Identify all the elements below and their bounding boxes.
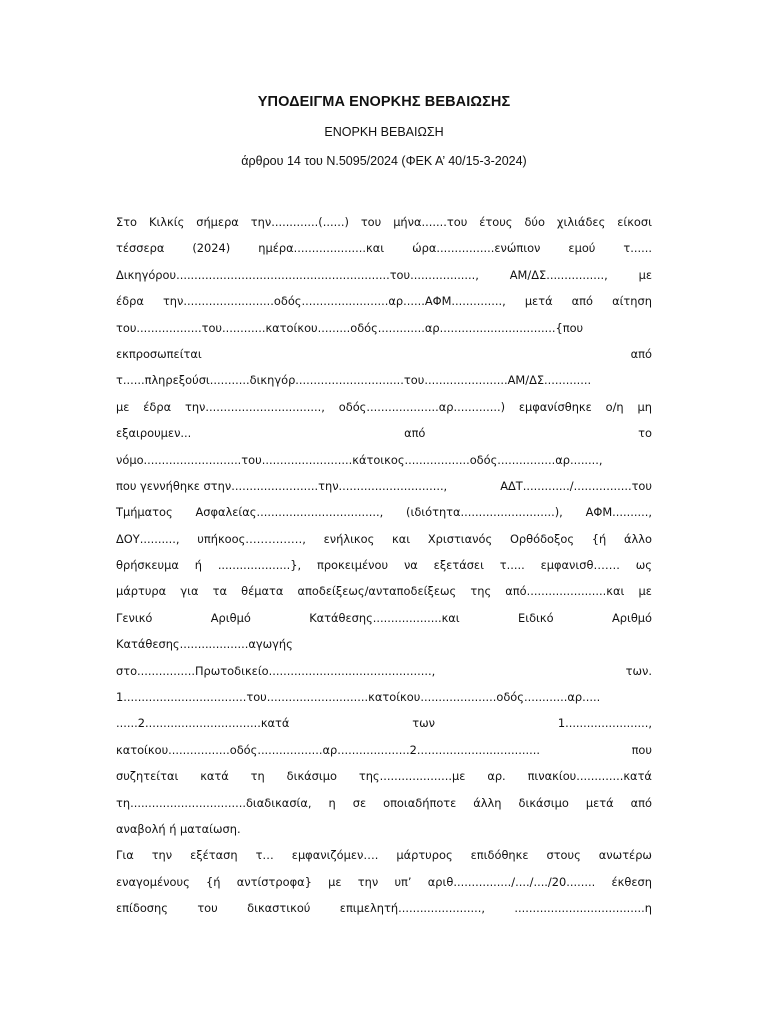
body-word: τ......: [623, 241, 652, 256]
body-word: ....................},: [217, 558, 302, 573]
body-word: ΑΔΤ............./................του: [500, 478, 652, 493]
body-text: του..................του............κατοίκου.........οδός.............αρ................................{που: [116, 320, 584, 335]
body-word: την.........................οδός........................αρ......ΑΦΜ..............,: [162, 294, 506, 309]
body-word: των.: [625, 663, 652, 678]
document-body: [116, 209, 652, 922]
body-word: είκοσι: [617, 215, 652, 229]
body-word: που γεννήθηκε στην........................την.............................,: [116, 478, 448, 493]
body-word: συζητείται: [116, 769, 179, 784]
body-word: την................................,: [184, 399, 325, 414]
body-line: [116, 869, 652, 895]
body-word: δικάσιμο: [518, 795, 569, 810]
body-word: υπ’: [394, 874, 412, 889]
body-word: επιμελητή.......................,: [339, 901, 485, 916]
body-word: επίδοσης: [116, 901, 168, 916]
body-word: Κιλκίς: [148, 215, 185, 229]
body-word: τ.....: [499, 558, 525, 573]
body-line: [116, 209, 652, 235]
body-word: από: [630, 346, 652, 361]
body-word: θέματα: [241, 584, 284, 599]
body-text: νόμο...........................του.........................κάτοικος..................οδός................αρ........,: [116, 452, 603, 467]
body-word: Δικηγόρου...........................................................του..................,: [116, 267, 479, 282]
body-word: με: [638, 267, 652, 282]
body-word: που: [631, 742, 652, 757]
body-word: ή: [194, 558, 202, 573]
document-subtitle: ΕΝΟΡΚΗ ΒΕΒΑΙΩΣΗ: [324, 125, 444, 139]
body-line: [116, 394, 652, 420]
body-word: μάρτυρος: [396, 848, 453, 863]
body-word: τ…: [255, 848, 274, 863]
body-line: [116, 790, 652, 816]
body-line: [116, 447, 652, 473]
body-word: η: [328, 795, 336, 810]
body-word: δικάσιμο: [286, 769, 337, 784]
body-word: εμφανίσθηκε: [518, 399, 592, 414]
body-word: Αριθμό: [210, 610, 251, 625]
body-word: εκπροσωπείται: [116, 346, 202, 361]
body-word: εμού: [568, 241, 596, 256]
body-word: ΑΦΜ..........,: [585, 505, 652, 520]
body-line: [116, 367, 652, 393]
body-word: πινακίου.............κατά: [527, 769, 652, 784]
body-word: με: [328, 874, 342, 889]
body-word: για: [180, 584, 199, 599]
body-word: ως: [635, 558, 652, 573]
body-word: άλλη: [473, 795, 502, 810]
body-word: δικαστικού: [247, 901, 311, 916]
body-line: [116, 605, 652, 631]
body-word: Κατάθεσης...................και: [309, 610, 460, 625]
body-word: στους: [546, 848, 581, 863]
body-word: 1.......................,: [557, 716, 652, 731]
body-line: [116, 315, 652, 341]
body-word: Γενικό: [116, 610, 153, 625]
body-word: εξαιρουμεν...: [116, 426, 192, 441]
body-word: Χριστιανός: [427, 531, 493, 546]
body-word: αρ.: [487, 769, 506, 784]
body-line: [116, 262, 652, 288]
body-word: μάρτυρα: [116, 584, 167, 599]
body-word: σε: [352, 795, 367, 810]
body-word: μη: [637, 399, 652, 414]
body-word: τα: [212, 584, 227, 599]
body-line: [116, 658, 652, 684]
body-word: {ή: [206, 874, 221, 889]
body-word: της: [470, 584, 492, 599]
body-word: κατοίκου.................οδός..................αρ....................2..................................: [116, 742, 541, 757]
body-word: 1..................................του............................κατοίκου.....................οδός............αρ.....: [116, 690, 601, 705]
body-line: [116, 288, 652, 314]
body-word: την.............(......): [250, 215, 349, 229]
body-word: ΔΟΥ..........,: [116, 531, 180, 546]
body-line: [116, 816, 652, 842]
body-word: τη................................διαδικασία,: [116, 795, 312, 810]
body-word: και: [392, 531, 411, 546]
body-word: αποδείξεως/ανταποδείξεως: [297, 584, 457, 599]
body-line: [116, 552, 652, 578]
body-word: από: [571, 294, 593, 309]
body-word: {ή: [591, 531, 607, 546]
body-word: εξετάσει: [433, 558, 484, 573]
body-word: υπήκοος……………,: [197, 531, 306, 546]
body-text: Κατάθεσης...................αγωγής: [116, 637, 293, 652]
body-word: έδρα: [143, 399, 172, 414]
body-word: (ιδιότητα..........................),: [406, 505, 563, 520]
body-line: [116, 737, 652, 763]
body-word: μήνα.......του: [393, 215, 468, 229]
body-word: εναγομένους: [116, 874, 190, 889]
body-line: [116, 631, 652, 657]
body-word: προκειμένου: [316, 558, 389, 573]
body-word: αντίστροφα}: [236, 874, 312, 889]
body-word: μετά: [585, 795, 614, 810]
body-word: Ασφαλείας..................................,: [195, 505, 384, 520]
body-line: [116, 499, 652, 525]
body-word: αίτηση: [612, 294, 652, 309]
body-word: ανωτέρω: [598, 848, 652, 863]
body-word: από: [630, 795, 652, 810]
body-word: έδρα: [116, 294, 144, 309]
body-word: θρήσκευμα: [116, 558, 179, 573]
document-title: ΥΠΟΔΕΙΓΜΑ ΕΝΟΡΚΗΣ ΒΕΒΑΙΩΣΗΣ: [257, 94, 511, 110]
body-word: ημέρα....................και: [258, 241, 385, 256]
body-word: τέσσερα: [116, 241, 165, 256]
body-word: ......2................................κατά: [116, 716, 290, 731]
body-word: αριθ................/..../..../20........: [427, 874, 596, 889]
body-word: ώρα................ενώπιον: [412, 241, 541, 256]
body-word: εμφανισθ…….: [540, 558, 620, 573]
body-word: έκθεση: [611, 874, 652, 889]
body-word: οποιαδήποτε: [383, 795, 457, 810]
body-word: άλλο: [623, 531, 652, 546]
body-word: την: [357, 874, 379, 889]
body-word: ΑΜ/ΔΣ................,: [509, 267, 608, 282]
body-word: το: [638, 426, 652, 441]
body-line: [116, 526, 652, 552]
body-word: με: [116, 399, 130, 414]
body-word: ενήλικος: [323, 531, 375, 546]
body-text: αναβολή ή ματαίωση.: [116, 821, 241, 836]
body-word: χιλιάδες: [556, 215, 606, 229]
body-word: της....................με: [358, 769, 466, 784]
body-word: από......................και: [505, 584, 625, 599]
body-word: στο................Πρωτοδικείο.............................................,: [116, 663, 436, 678]
body-word: Για: [116, 848, 134, 863]
body-word: μετά: [524, 294, 553, 309]
body-word: (2024): [192, 241, 231, 256]
body-line: [116, 684, 652, 710]
body-word: έτους: [479, 215, 513, 229]
body-line: [116, 895, 652, 921]
body-word: οδός....................αρ.............): [338, 399, 506, 414]
body-line: [116, 578, 652, 604]
body-line: [116, 842, 652, 868]
body-line: [116, 763, 652, 789]
body-word: τη: [250, 769, 265, 784]
body-word: επιδόθηκε: [470, 848, 529, 863]
body-word: Αριθμό: [611, 610, 652, 625]
body-word: από: [404, 426, 426, 441]
body-word: την: [151, 848, 173, 863]
body-line: [116, 473, 652, 499]
body-word: εξέταση: [190, 848, 238, 863]
body-word: Ορθόδοξος: [509, 531, 575, 546]
body-word: να: [403, 558, 418, 573]
body-word: Στο: [116, 215, 138, 229]
legal-reference: άρθρου 14 του Ν.5095/2024 (ΦΕΚ Α’ 40/15-3-2024): [241, 154, 527, 168]
body-line: [116, 420, 652, 446]
body-word: ....................................η: [514, 901, 652, 916]
body-word: με: [638, 584, 652, 599]
body-line: [116, 235, 652, 261]
body-word: σήμερα: [196, 215, 239, 229]
body-word: Τμήματος: [116, 505, 173, 520]
body-line: [116, 710, 652, 736]
body-line: [116, 341, 652, 367]
body-word: δύο: [524, 215, 545, 229]
body-word: κατά: [200, 769, 229, 784]
body-word: του: [360, 215, 382, 229]
body-word: των: [412, 716, 436, 731]
body-word: του: [197, 901, 218, 916]
body-word: εμφανιζόμεν….: [291, 848, 379, 863]
body-text: τ......πληρεξούσι...........δικηγόρ..............................του.......................ΑΜ/ΔΣ.............: [116, 373, 592, 388]
body-word: Ειδικό: [518, 610, 554, 625]
body-word: ο/η: [605, 399, 624, 414]
